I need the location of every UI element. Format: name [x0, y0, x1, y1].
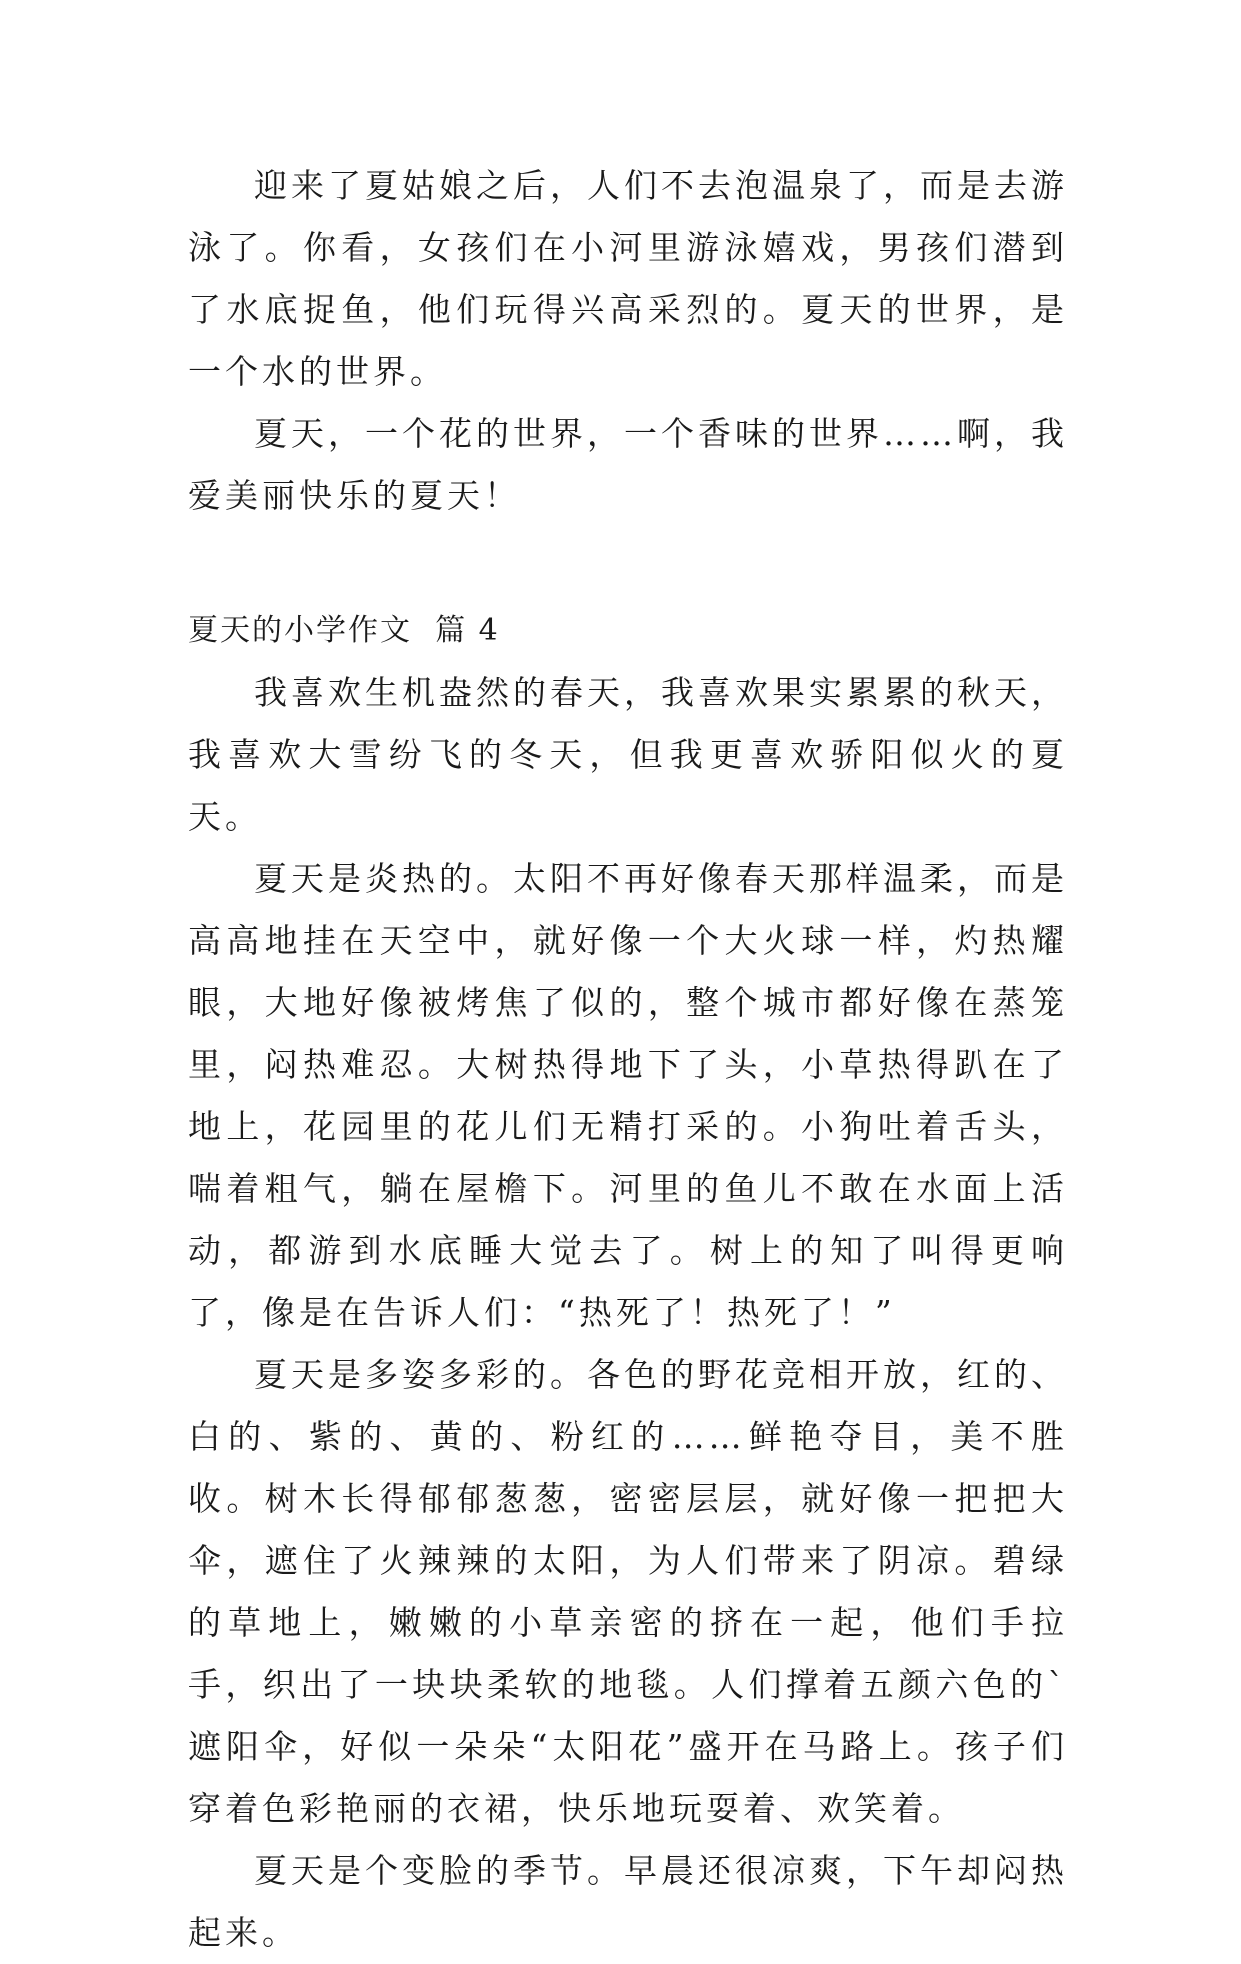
paragraph-flower-world: 夏天，一个花的世界，一个香味的世界……啊，我爱美丽快乐的夏天！	[188, 414, 1068, 515]
paragraph-summer-changeable: 夏天是个变脸的季节。早晨还很凉爽，下午却闷热起来。	[188, 1851, 1068, 1952]
paragraph-seasons-intro: 我喜欢生机盎然的春天，我喜欢果实累累的秋天，我喜欢大雪纷飞的冬天，但我更喜欢骄阳似火的夏天。	[188, 673, 1068, 836]
paragraph-summer-colorful: 夏天是多姿多彩的。各色的野花竞相开放，红的、白的、紫的、黄的、粉红的……鲜艳夺目，美不胜收。树木长得郁郁葱葱，密密层层，就好像一把把大伞，遮住了火辣辣的太阳，为人们带来了阴凉。碧绿的草地上，嫩嫩的小草亲密的挤在一起，他们手拉手，织出了一块块柔软的地毯。人们撑着五颜六色的`遮阳伞，好似一朵朵“太阳花”盛开在马路上。孩子们穿着色彩艳丽的衣裙，快乐地玩耍着、欢笑着。	[188, 1355, 1068, 1828]
paragraph-summer-hot: 夏天是炎热的。太阳不再好像春天那样温柔，而是高高地挂在天空中，就好像一个大火球一样，灼热耀眼，大地好像被烤焦了似的，整个城市都好像在蒸笼里，闷热难忍。大树热得地下了头，小草热得趴在了地上，花园里的花儿们无精打采的。小狗吐着舌头，喘着粗气，躺在屋檐下。河里的鱼儿不敢在水面上活动，都游到水底睡大觉去了。树上的知了叫得更响了，像是在告诉人们：“热死了！热死了！”	[188, 859, 1068, 1332]
paragraph-water-world: 迎来了夏姑娘之后，人们不去泡温泉了，而是去游泳了。你看，女孩们在小河里游泳嬉戏，男孩们潜到了水底捉鱼，他们玩得兴高采烈的。夏天的世界，是一个水的世界。	[188, 166, 1068, 391]
document-body	[188, 155, 1068, 1964]
section-title: 夏天的小学作文 篇 4	[188, 613, 500, 648]
